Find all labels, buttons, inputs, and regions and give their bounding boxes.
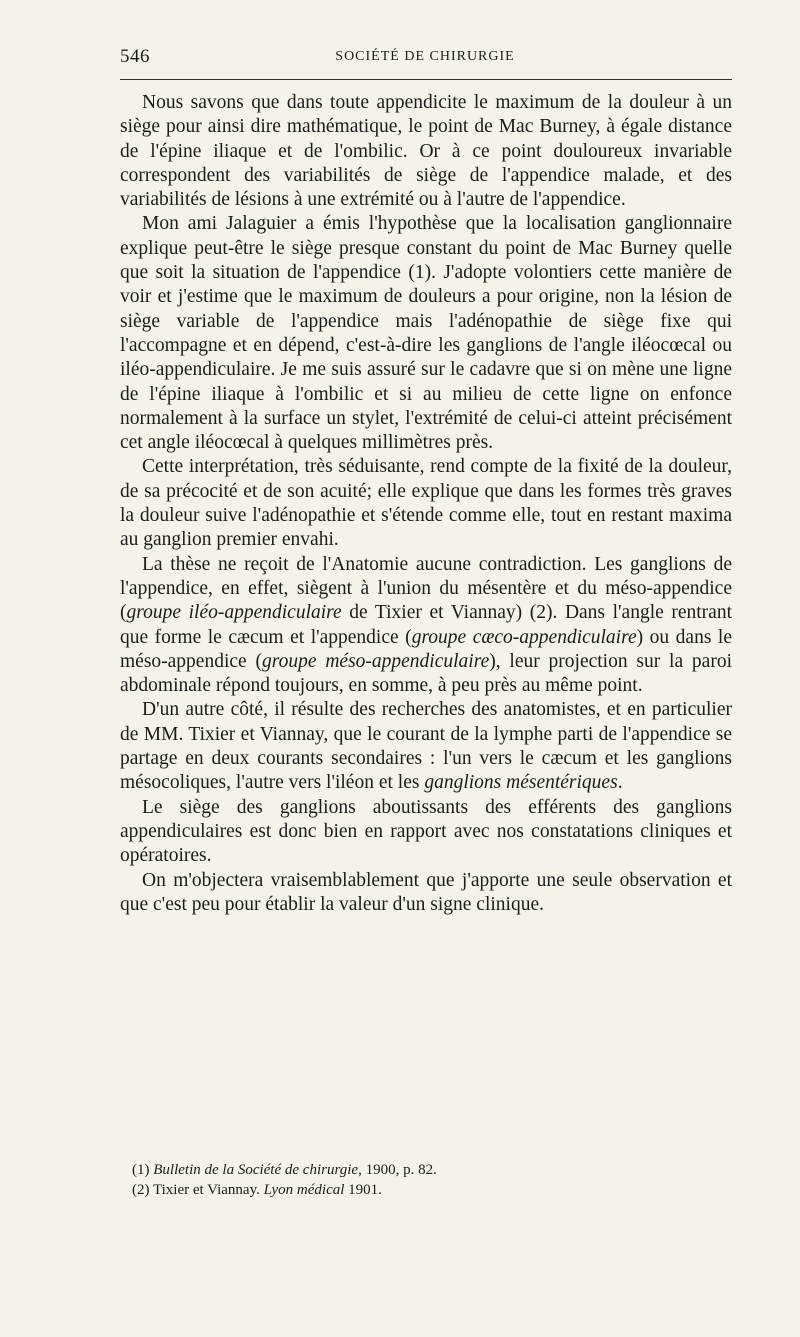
paragraph-4-italic-3: groupe méso-appendiculaire [262,650,490,672]
running-head: SOCIÉTÉ DE CHIRURGIE [335,49,515,64]
paragraph-3: Cette interprétation, très séduisante, rend compte de la fixité de la douleur, de sa précocité et de son acuité; elle explique que dans les formes très graves la douleur suive l'adénopathie et s'étende comme elle, tout en restant maxima au ganglion premier envahi. [120,456,732,551]
paragraph-4 [120,553,732,699]
footnote-2-journal: Lyon médical [263,1182,345,1198]
paragraph-4-text-4: ), leur projection sur la paroi abdominale répond toujours, en somme, à peu près au même point. [120,650,732,697]
paragraph-5 [120,698,732,795]
paragraph-4-text-2: de Tixier et Viannay) (2). Dans l'angle rentrant que forme le cæcum et l'appendice ( [120,602,732,648]
paragraph-4-italic-1: groupe iléo-appendiculaire [126,602,342,624]
paragraph-7: On m'objectera vraisemblablement que j'apporte une seule observation et que c'est peu pour établir la valeur d'un signe clinique. [120,869,732,915]
footnotes [120,1160,732,1200]
paragraph-4-text: La thèse ne reçoit de l'Anatomie aucune contradiction. Les ganglions de l'appendice, en effet, siègent à l'union du mésentère et du méso-appendice ( [120,553,732,624]
paragraph-4-italic-2: groupe cæco-appendiculaire [411,626,637,648]
footnote-2 [120,1180,732,1200]
footnote-1 [120,1160,732,1180]
footnote-2-year: 1901. [344,1182,382,1198]
page-header [120,46,730,68]
footnote-1-title: Bulletin de la Société de chirurgie [153,1162,359,1178]
paragraph-5-italic: ganglions mésentériques [424,772,618,794]
paragraph-6: Le siège des ganglions aboutissants des efférents des ganglions appendiculaires est donc bien en rapport avec nos constatations cliniques et opératoires. [120,796,732,867]
paragraph-5-end: . [617,772,623,794]
body-text [120,91,732,917]
paragraph-4-text-3: ) ou dans le méso-appendice ( [120,626,732,672]
footnote-2-marker: (2) [132,1182,150,1198]
footnote-2-authors: Tixier et Viannay. [152,1182,264,1198]
paragraph-1: Nous savons que dans toute appendicite le maximum de la douleur à un siège pour ainsi dire mathématique, le point de Mac Burney, à égale distance de l'épine iliaque et de l'ombilic. Or à ce point douloureux invariable correspondent des variabilités de siège de l'appendice malade, et des variabilités de lésions à une extrémité ou à l'autre de l'appendice. [120,92,732,211]
footnote-1-rest: , 1900, p. 82. [358,1162,437,1178]
paragraph-2: Mon ami Jalaguier a émis l'hypothèse que la localisation ganglionnaire explique peut-être le siège presque constant du point de Mac Burney quelle que soit la situation de l'appendice (1). J'adopte volontiers cette manière de voir et j'estime que le maximum de douleurs a pour origine, non la lésion de siège variable de l'appendice mais l'adénopathie de siège fixe qui l'accompagne et en dépend, c'est-à-dire les ganglions de l'angle iléocœcal ou iléo-appendiculaire. Je me suis assuré sur le cadavre que si on mène une ligne de l'épine iliaque à l'ombilic et si au milieu de cette ligne on enfonce normalement à la surface un stylet, l'extrémité de celui-ci atteint précisément cet angle iléocœcal à quelques millimètres près. [120,213,732,454]
footnote-1-marker: (1) [132,1162,150,1178]
header-rule [120,79,732,80]
paragraph-5-text: D'un autre côté, il résulte des recherches des anatomistes, et en particulier de MM. Tixier et Viannay, que le courant de la lymphe parti de l'appendice se partage en deux courants secondaires : l'un vers le cæcum et les ganglions mésocoliques, l'autre vers l'iléon et les [120,699,732,794]
page-number: 546 [120,46,150,67]
